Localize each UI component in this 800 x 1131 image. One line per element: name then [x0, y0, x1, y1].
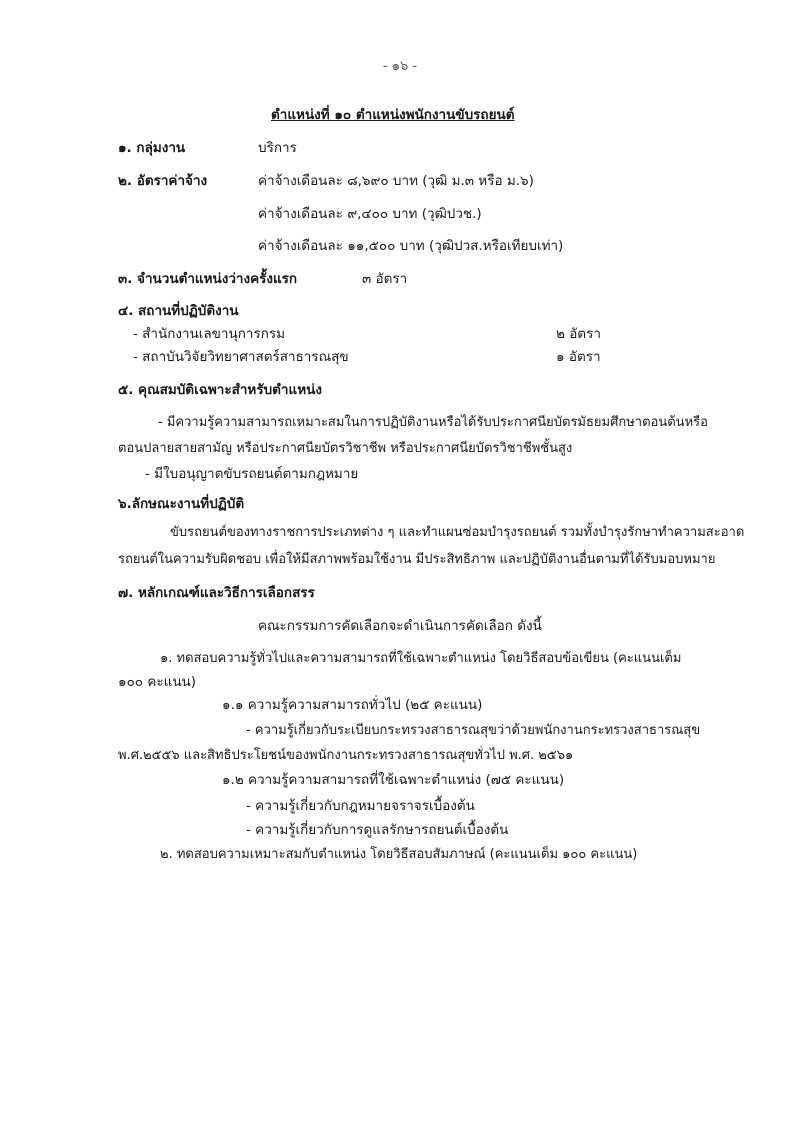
section-7-label: ๗. หลักเกณฑ์และวิธีการเลือกสรร [118, 585, 315, 601]
page-number: - ๑๖ - [382, 59, 418, 74]
section-2-label: ๒. อัตราค่าจ้าง [118, 173, 208, 189]
section-1-label: ๑. กลุ่มงาน [118, 140, 186, 156]
test-1-2-heading: ๑.๒ ความรู้ความสามารถที่ใช้เฉพาะตำแหน่ง (๗๕ คะแนน) [222, 772, 565, 788]
test-1-line-1: ๑. ทดสอบความรู้ทั่วไปและความสามารถที่ใช้เฉพาะตำแหน่ง โดยวิธีสอบข้อเขียน (คะแนนเต็ม [160, 651, 682, 666]
workplace-2-name: - สถาบันวิจัยวิทยาศาสตร์สาธารณสุข [133, 349, 349, 365]
qualification-license: - มีใบอนุญาตขับรถยนต์ตามกฎหมาย [145, 466, 359, 482]
test-1-line-2: ๑๐๐ คะแนน) [118, 674, 197, 690]
workplace-2-count: ๑ อัตรา [556, 349, 601, 365]
section-3-label: ๓. จำนวนตำแหน่งว่างครั้งแรก [118, 271, 298, 287]
section-1-value: บริการ [258, 140, 297, 156]
section-4-label: ๔. สถานที่ปฏิบัติงาน [118, 303, 239, 319]
section-6-label: ๖.ลักษณะงานที่ปฏิบัติ [118, 496, 245, 512]
section-3-value: ๓ อัตรา [362, 271, 408, 287]
test-1-1-heading: ๑.๑ ความรู้ความสามารถทั่วไป (๒๕ คะแนน) [222, 697, 483, 713]
workplace-1-count: ๒ อัตรา [556, 326, 601, 342]
test-1-2-item-1: - ความรู้เกี่ยวกับกฎหมายจราจรเบื้องต้น [246, 798, 475, 814]
selection-intro: คณะกรรมการคัดเลือกจะดำเนินการคัดเลือก ดังนี้ [258, 618, 542, 634]
test-1-1-item-line-1: - ความรู้เกี่ยวกับระเบียบกระทรวงสาธารณสุขว่าด้วยพนักงานกระทรวงสาธารณสุข [246, 723, 701, 738]
wage-rate-3: ค่าจ้างเดือนละ ๑๑,๕๐๐ บาท (วุฒิปวส.หรือเทียบเท่า) [258, 238, 564, 254]
workplace-1-name: - สำนักงานเลขานุการกรม [133, 326, 286, 342]
position-title: ตำแหน่งที่ ๑๐ ตำแหน่งพนักงานขับรถยนต์ [271, 107, 515, 123]
job-description-line-2: รถยนต์ในความรับผิดชอบ เพื่อให้มีสภาพพร้อมใช้งาน มีประสิทธิภาพ และปฏิบัติงานอื่นตามที่ได้รับมอบหมาย [118, 552, 716, 567]
test-1-1-item-line-2: พ.ศ.๒๕๕๖ และสิทธิประโยชน์ของพนักงานกระทรวงสาธารณสุขทั่วไป พ.ศ. ๒๕๖๑ [118, 748, 574, 763]
wage-rate-2: ค่าจ้างเดือนละ ๙,๔๐๐ บาท (วุฒิปวช.) [258, 206, 482, 222]
wage-rate-1: ค่าจ้างเดือนละ ๘,๖๙๐ บาท (วุฒิ ม.๓ หรือ ม.๖) [258, 173, 534, 189]
section-5-label: ๕. คุณสมบัติเฉพาะสำหรับตำแหน่ง [118, 382, 322, 398]
qualification-line-1: - มีความรู้ความสามารถเหมาะสมในการปฏิบัติงานหรือได้รับประกาศนียบัตรมัธยมศึกษาตอนต้นหรือ [158, 415, 708, 430]
test-1-2-item-2: - ความรู้เกี่ยวกับการดูแลรักษารถยนต์เบื้องต้น [246, 822, 509, 838]
test-2-line: ๒. ทดสอบความเหมาะสมกับตำแหน่ง โดยวิธีสอบสัมภาษณ์ (คะแนนเต็ม ๑๐๐ คะแนน) [160, 847, 638, 862]
qualification-line-2: ตอนปลายสายสามัญ หรือประกาศนียบัตรวิชาชีพ หรือประกาศนียบัตรวิชาชีพชั้นสูง [118, 441, 573, 456]
job-description-line-1: ขับรถยนต์ของทางราชการประเภทต่าง ๆ และทำแผนซ่อมบำรุงรถยนต์ รวมทั้งบำรุงรักษาทำความสะอาด [170, 525, 745, 540]
